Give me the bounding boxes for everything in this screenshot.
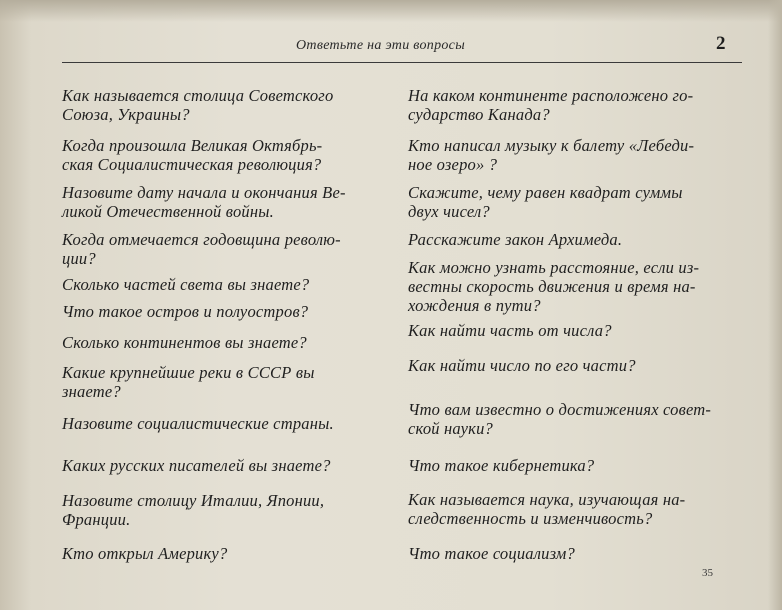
question-item: На каком континенте расположено го- сударство Канада? xyxy=(408,86,694,124)
question-item: Сколько континентов вы знаете? xyxy=(62,333,307,352)
question-item: Сколько частей света вы знаете? xyxy=(62,275,310,294)
question-item: Когда произошла Великая Октябрь- ская Социалистическая революция? xyxy=(62,136,323,174)
section-number: 2 xyxy=(716,33,726,54)
page-top-shadow xyxy=(0,0,782,22)
question-item: Какие крупнейшие реки в СССР вы знаете? xyxy=(62,363,315,401)
question-item: Как найти часть от числа? xyxy=(408,321,612,340)
question-item: Назовите социалистические страны. xyxy=(62,414,334,433)
question-item: Как можно узнать расстояние, если из- вестны скорость движения и время на- хождения в пути? xyxy=(408,258,700,315)
header-rule xyxy=(62,62,742,63)
question-item: Когда отмечается годовщина револю- ции? xyxy=(62,230,341,268)
page-number: 35 xyxy=(702,567,713,579)
question-item: Что такое остров и полуостров? xyxy=(62,302,309,321)
question-item: Каких русских писателей вы знаете? xyxy=(62,456,331,475)
question-item: Как называется наука, изучающая на- следственность и изменчивость? xyxy=(408,490,686,528)
question-item: Назовите столицу Италии, Японии, Франции. xyxy=(62,491,325,529)
question-item: Назовите дату начала и окончания Ве- ликой Отечественной войны. xyxy=(62,183,346,221)
question-item: Как называется столица Советского Союза, Украины? xyxy=(62,86,334,124)
question-item: Скажите, чему равен квадрат суммы двух чисел? xyxy=(408,183,683,221)
question-item: Расскажите закон Архимеда. xyxy=(408,230,623,249)
question-item: Кто написал музыку к балету «Лебеди- ное озеро» ? xyxy=(408,136,695,174)
running-head: Ответьте на эти вопросы xyxy=(296,38,465,53)
question-item: Как найти число по его части? xyxy=(408,356,636,375)
question-item: Что такое социализм? xyxy=(408,544,575,563)
page-right-edge xyxy=(768,0,782,610)
question-item: Что такое кибернетика? xyxy=(408,456,595,475)
question-item: Что вам известно о достижениях совет- ской науки? xyxy=(408,400,712,438)
question-item: Кто открыл Америку? xyxy=(62,544,228,563)
